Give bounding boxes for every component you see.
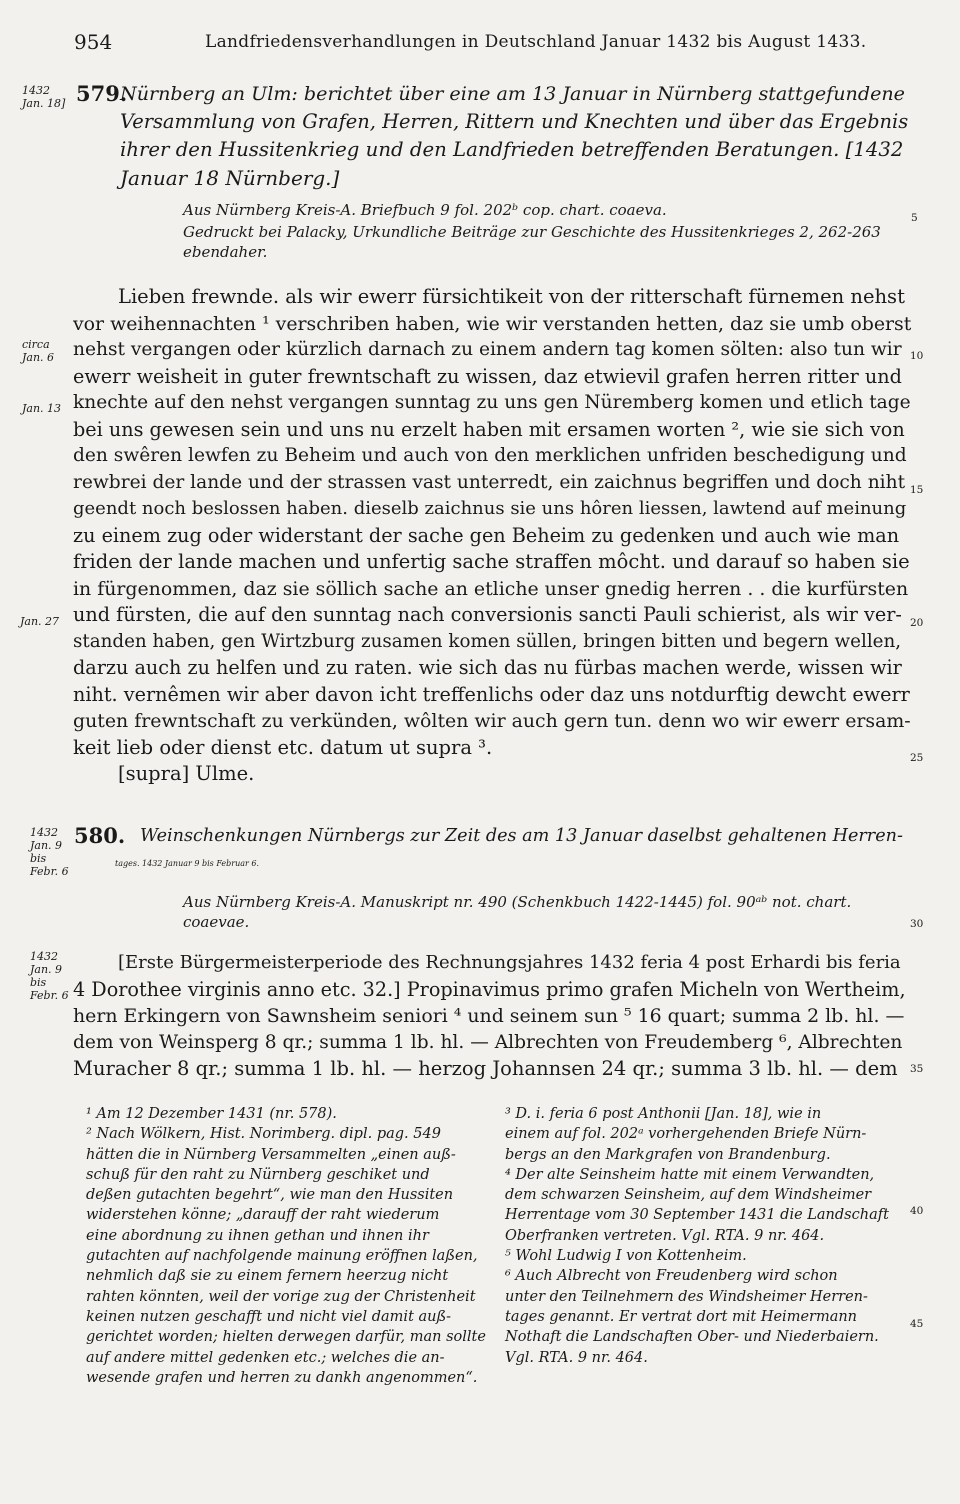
- margin-note-jan13: Jan. 13: [22, 402, 62, 415]
- text-line: Lieben frewnde. als wir ewerr fürsichtikeit von der ritterschaft fürnemen nehst: [118, 285, 905, 308]
- text-line: standen haben, gen Wirtzburg zusamen komen süllen, bringen bitten und begern wellen,: [73, 630, 902, 652]
- text-line: hern Erkingern von Sawnsheim seniori ⁴ und seinem sun ⁵ 16 quart; summa 2 lb. hl. —: [73, 1005, 905, 1027]
- margin-date-line: 1432: [30, 826, 58, 839]
- printed-line: Gedruckt bei Palacky, Urkundliche Beiträge zur Geschichte des Hussitenkrieges 2, 262-263: [183, 223, 881, 241]
- line-number: 30: [910, 918, 924, 930]
- margin-note-text: circa: [22, 338, 50, 351]
- footnote-line: Nothaft die Landschaften Ober- und Niederbaiern.: [505, 1329, 879, 1346]
- footnote-line: nehmlich daß sie zu einem fernern heerzug nicht: [86, 1268, 449, 1285]
- line-number: 15: [910, 484, 924, 496]
- footnote-line: auf andere mittel gedenken etc.; welches die an-: [86, 1349, 445, 1366]
- footnote-line: Herrentage vom 30 September 1431 die Landschaft: [505, 1207, 889, 1224]
- text-line: zu einem zug oder widerstant der sache gen Beheim zu gedenken und auch wie man: [73, 523, 900, 547]
- running-title: Landfriedensverhandlungen in Deutschland Januar 1432 bis August 1433.: [205, 32, 867, 52]
- text-line: vor weihennachten ¹ verschriben haben, wie wir verstanden hetten, daz sie umb oberst: [73, 312, 911, 335]
- text-line: in fürgenommen, daz sie söllich sache an etliche unser gnedig herren . . die kurfürsten: [73, 577, 909, 600]
- footnote-line: ⁵ Wohl Ludwig I von Kottenheim.: [505, 1248, 747, 1265]
- margin-note-jan27: Jan. 27: [20, 615, 60, 628]
- doc-580-heading: [74, 822, 910, 878]
- margin-date-line: Febr. 6: [30, 865, 69, 878]
- heading-line: tages. 1432 Januar 9 bis Februar 6.: [115, 859, 260, 868]
- doc-number: 580.: [74, 823, 126, 848]
- doc-579-source: Aus Nürnberg Kreis-A. Briefbuch 9 fol. 202ᵇ cop. chart. coaeva.: [183, 201, 667, 219]
- footnote-line: unter den Teilnehmern des Windsheimer Herren-: [505, 1288, 868, 1305]
- footnote-line: deßen gutachten begehrt“, wie man den Hussiten: [86, 1187, 454, 1204]
- closing-line: [supra] Ulme.: [118, 762, 255, 785]
- printed-line: ebendaher.: [183, 243, 268, 261]
- footnote-line: gerichtet worden; hielten derwegen darfür, man sollte: [86, 1329, 486, 1346]
- margin-date-line: Jan. 9: [30, 963, 63, 976]
- heading-line: ihrer den Hussitenkrieg und den Landfrieden betreffenden Beratungen. [1432: [120, 138, 904, 161]
- doc-579-printed: [183, 222, 903, 262]
- margin-date-line: 1432: [30, 950, 58, 963]
- doc-number: 579.: [76, 81, 128, 106]
- text-line: den swêren lewfen zu Beheim und auch von den merklichen unfriden beschedigung und: [73, 445, 907, 466]
- footnote-line: schuß für den raht zu Nürnberg geschiket und: [86, 1166, 430, 1183]
- footnotes-left: [86, 1104, 486, 1388]
- text-line: ewerr weisheit in guter frewntschaft zu wissen, daz etwievil grafen herren ritter und: [73, 364, 902, 388]
- footnote-line: rahten könnten, weil der vorige zug der Christenheit: [86, 1288, 476, 1305]
- text-line: guten frewntschaft zu verkünden, wôlten wir auch gern tun. denn wo wir ewerr ersam-: [73, 710, 911, 732]
- text-line: dem von Weinsperg 8 qr.; summa 1 lb. hl. — Albrechten von Freudemberg ⁶, Albrechten: [73, 1031, 903, 1053]
- text-line: nehst vergangen oder kürzlich darnach zu einem andern tag komen sölten: also tun wir: [73, 339, 902, 360]
- text-line: Muracher 8 qr.; summa 1 lb. hl. — herzog Johannsen 24 qr.; summa 3 lb. hl. — dem: [73, 1057, 898, 1080]
- heading-line: Nürnberg an Ulm: berichtet über eine am 13 Januar in Nürnberg stattgefundene: [120, 82, 905, 105]
- footnote-line: ³ D. i. feria 6 post Anthonii [Jan. 18], wie in: [505, 1106, 822, 1122]
- footnote-line: ⁴ Der alte Seinsheim hatte mit einem Verwandten,: [505, 1166, 875, 1183]
- heading-line: Januar 18 Nürnberg.]: [120, 166, 340, 190]
- margin-note-circa: [22, 338, 54, 364]
- footnote-line: Oberfranken vertreten. Vgl. RTA. 9 nr. 464.: [505, 1227, 825, 1244]
- footnote-line: gutachten auf nachfolgende mainung eröffnen laßen,: [86, 1248, 478, 1265]
- footnote-line: wesende grafen und herren zu dankh angenommen“.: [86, 1369, 478, 1386]
- margin-date-day: Jan. 18]: [22, 97, 66, 110]
- doc-579-heading: [76, 80, 910, 192]
- line-number: 25: [910, 752, 924, 764]
- footnote-line: einem auf fol. 202ᵃ vorhergehenden Briefe Nürn-: [505, 1126, 867, 1143]
- footnote-line: ² Nach Wölkern, Hist. Norimberg. dipl. pag. 549: [86, 1126, 441, 1143]
- footnote-line: dem schwarzen Seinsheim, auf dem Windsheimer: [505, 1187, 872, 1204]
- text-line: friden der lande machen und unfertig sache straffen môcht. und darauf so haben sie: [73, 550, 910, 573]
- footnote-line: tages genannt. Er vertrat dort mit Heimermann: [505, 1308, 858, 1325]
- text-line: [Erste Bürgermeisterperiode des Rechnungsjahres 1432 feria 4 post Erhardi bis feria: [118, 952, 901, 973]
- margin-date-579: [22, 84, 65, 110]
- source-line: Aus Nürnberg Kreis-A. Manuskript nr. 490 (Schenkbuch 1422-1445) fol. 90ᵃᵇ not. chart.: [183, 893, 852, 911]
- footnote-line: ⁶ Auch Albrecht von Freudenberg wird schon: [505, 1268, 838, 1285]
- heading-line: Versammlung von Grafen, Herren, Rittern und Knechten und über das Ergebnis: [120, 110, 909, 133]
- line-number: 35: [910, 1063, 924, 1075]
- line-number: 20: [910, 617, 924, 629]
- text-line: niht. vernêmen wir aber davon icht treffenlichs oder daz uns notdurftig dewcht ewerr: [73, 682, 910, 706]
- margin-date-year: 1432: [22, 84, 50, 97]
- footnote-line: hätten die in Nürnberg Versammelten „einen auß-: [86, 1146, 456, 1163]
- text-line: 4 Dorothee virginis anno etc. 32.] Propinavimus primo grafen Micheln von Wertheim,: [73, 977, 906, 1001]
- margin-date-line: bis: [30, 976, 47, 989]
- page-header: [0, 30, 960, 60]
- footnote-line: keinen nutzen geschafft und nicht viel damit auß-: [86, 1308, 452, 1325]
- heading-line: Weinschenkungen Nürnbergs zur Zeit des am 13 Januar daselbst gehaltenen Herren-: [140, 826, 903, 846]
- text-line: knechte auf den nehst vergangen sunntag zu uns gen Nüremberg komen und etlich tage: [73, 392, 911, 413]
- line-number: 10: [910, 350, 924, 362]
- text-line: darzu auch zu helfen und zu raten. wie sich das nu fürbas machen werde, wissen wir: [73, 656, 902, 679]
- source-line: coaevae.: [183, 913, 250, 931]
- footnote-line: eine abordnung zu ihnen gethan und ihnen ihr: [86, 1227, 429, 1244]
- line-number: 45: [910, 1318, 924, 1330]
- footnote-line: ¹ Am 12 Dezember 1431 (nr. 578).: [86, 1106, 337, 1122]
- text-line: bei uns gewesen sein und uns nu erzelt haben mit ersamen worten ², wie sie sich von: [73, 417, 905, 441]
- margin-date-580: [30, 826, 69, 878]
- margin-date-line: bis: [30, 852, 47, 865]
- text-line: keit lieb oder dienst etc. datum ut supra ³.: [73, 735, 493, 759]
- footnotes-right: [505, 1104, 905, 1368]
- margin-date-line: Febr. 6: [30, 989, 69, 1002]
- margin-note-text: Jan. 6: [22, 351, 55, 364]
- doc-580-text: [73, 950, 911, 1083]
- line-number: 40: [910, 1205, 924, 1217]
- footnote-line: Vgl. RTA. 9 nr. 464.: [505, 1349, 648, 1366]
- doc-579-text: [73, 284, 911, 788]
- margin-date-580-text: [30, 950, 69, 1002]
- text-line: geendt noch beslossen haben. dieselb zaichnus sie uns hôren liessen, lawtend auf meinung: [73, 498, 907, 519]
- footnote-line: bergs an den Markgrafen von Brandenburg.: [505, 1146, 831, 1163]
- footnote-line: widerstehen könne; „darauff der raht wiederum: [86, 1207, 440, 1224]
- text-line: rewbrei der lande und der strassen vast unterredt, ein zaichnus begriffen und doch niht: [73, 471, 906, 493]
- page-number: 954: [74, 30, 113, 54]
- doc-580-source: [183, 892, 903, 932]
- text-line: und fürsten, die auf den sunntag nach conversionis sancti Pauli schierist, als wir ver-: [73, 603, 902, 626]
- line-number: 5: [911, 212, 918, 224]
- margin-date-line: Jan. 9: [30, 839, 63, 852]
